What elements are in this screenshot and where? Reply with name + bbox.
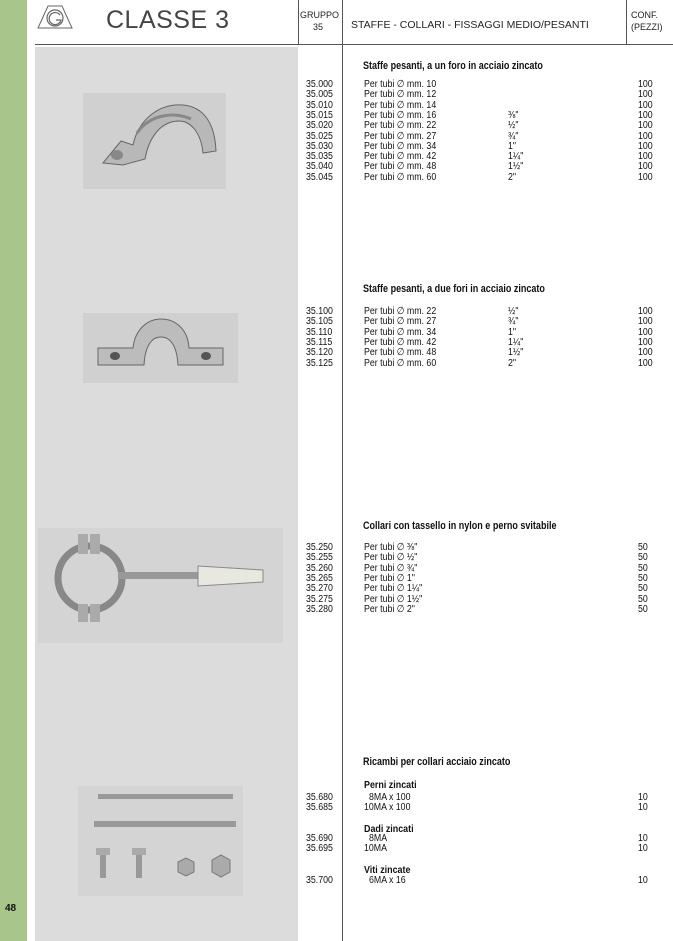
item-quantity: 10 <box>638 843 648 855</box>
item-description: Per tubi ∅ mm. 22 <box>364 120 437 132</box>
item-description: Per tubi ∅ 1½" <box>364 593 423 605</box>
group-subtitle: Viti zincate <box>364 864 411 876</box>
item-quantity: 100 <box>638 89 653 101</box>
item-description: Per tubi ∅ mm. 48 <box>364 347 437 359</box>
conf-label: CONF. <box>631 10 658 20</box>
item-size: 1" <box>508 326 517 338</box>
table-row <box>0 803 673 813</box>
item-size: ½" <box>508 306 519 317</box>
table-row <box>0 564 673 574</box>
item-quantity: 100 <box>638 140 653 152</box>
item-code: 35.000 <box>306 79 333 90</box>
item-size: 1" <box>508 140 517 152</box>
item-description: Per tubi ∅ 1¼" <box>364 583 423 595</box>
item-description: Per tubi ∅ mm. 60 <box>364 171 437 183</box>
table-row <box>0 553 673 563</box>
table-row <box>0 328 673 338</box>
group-subtitle: Perni zincati <box>364 779 417 791</box>
table-row <box>0 876 673 886</box>
class-title: CLASSE 3 <box>106 6 230 34</box>
item-size: ⅜" <box>508 109 519 121</box>
table-row <box>0 584 673 594</box>
item-description: Per tubi ∅ mm. 22 <box>364 306 437 317</box>
table-row <box>0 348 673 358</box>
item-quantity: 10 <box>638 792 648 803</box>
item-code: 35.100 <box>306 306 333 317</box>
item-quantity: 100 <box>638 171 653 183</box>
header-gruppo-divider <box>298 0 299 45</box>
item-code: 35.125 <box>306 357 333 369</box>
item-description: Per tubi ∅ mm. 34 <box>364 140 437 152</box>
header-divider <box>35 44 673 45</box>
item-quantity: 100 <box>638 316 653 328</box>
item-quantity: 100 <box>638 326 653 338</box>
item-description: Per tubi ∅ mm. 60 <box>364 357 437 369</box>
item-code: 35.250 <box>306 542 333 553</box>
item-quantity: 100 <box>638 79 653 90</box>
item-code: 35.265 <box>306 572 333 584</box>
item-quantity: 50 <box>638 552 648 564</box>
table-row <box>0 90 673 100</box>
item-code: 35.105 <box>306 316 333 328</box>
item-size: ½" <box>508 120 519 132</box>
item-description: Per tubi ∅ mm. 12 <box>364 89 437 101</box>
item-code: 35.700 <box>306 875 333 886</box>
item-description: 6MA x 16 <box>369 875 406 886</box>
page-title: STAFFE - COLLARI - FISSAGGI MEDIO/PESANTI <box>351 19 589 31</box>
item-description: Per tubi ∅ mm. 48 <box>364 161 437 173</box>
item-description: Per tubi ∅ 2" <box>364 603 415 615</box>
table-row <box>0 844 673 854</box>
group-subtitle: Dadi zincati <box>364 823 414 835</box>
company-logo-icon <box>36 4 74 30</box>
section-title: Collari con tassello in nylon e perno svitabile <box>363 520 557 532</box>
item-quantity: 100 <box>638 130 653 142</box>
table-row <box>0 101 673 111</box>
item-description: Per tubi ∅ mm. 42 <box>364 151 437 163</box>
item-quantity: 50 <box>638 572 648 584</box>
item-code: 35.030 <box>306 140 333 152</box>
table-row <box>0 142 673 152</box>
item-size: 2" <box>508 357 517 369</box>
item-quantity: 100 <box>638 161 653 173</box>
item-description: 8MA <box>369 833 388 844</box>
item-size: 1½" <box>508 347 524 359</box>
pezzi-label: (PEZZI) <box>631 22 663 32</box>
item-size: 1¼" <box>508 151 524 163</box>
table-row <box>0 162 673 172</box>
item-code: 35.015 <box>306 109 333 121</box>
table-row <box>0 605 673 615</box>
item-quantity: 100 <box>638 357 653 369</box>
item-quantity: 100 <box>638 99 653 111</box>
item-description: Per tubi ∅ ½" <box>364 552 418 564</box>
item-description: 10MA <box>364 843 387 855</box>
item-code: 35.270 <box>306 583 333 595</box>
item-code: 35.260 <box>306 562 333 574</box>
table-row <box>0 834 673 844</box>
item-description: Per tubi ∅ mm. 16 <box>364 109 437 121</box>
table-row <box>0 543 673 553</box>
item-code: 35.020 <box>306 120 333 132</box>
item-description: Per tubi ∅ mm. 27 <box>364 130 437 142</box>
section-title: Staffe pesanti, a un foro in acciaio zincato <box>363 60 543 72</box>
table-row <box>0 152 673 162</box>
table-row <box>0 793 673 803</box>
item-description: Per tubi ∅ 1" <box>364 572 415 584</box>
table-row <box>0 132 673 142</box>
item-quantity: 50 <box>638 562 648 574</box>
item-quantity: 100 <box>638 151 653 163</box>
item-code: 35.690 <box>306 833 333 844</box>
item-code: 35.120 <box>306 347 333 359</box>
item-quantity: 10 <box>638 833 648 844</box>
item-size: ¾" <box>508 316 519 328</box>
gruppo-number: 35 <box>313 22 324 32</box>
item-quantity: 50 <box>638 542 648 553</box>
item-code: 35.280 <box>306 603 333 615</box>
item-code: 35.005 <box>306 89 333 101</box>
item-quantity: 100 <box>638 336 653 348</box>
item-code: 35.115 <box>306 336 333 348</box>
item-code: 35.110 <box>306 326 333 338</box>
item-description: Per tubi ∅ mm. 27 <box>364 316 437 328</box>
section-title: Ricambi per collari acciaio zincato <box>363 756 511 768</box>
item-size: 1½" <box>508 161 524 173</box>
item-quantity: 10 <box>638 802 648 814</box>
gruppo-label: GRUPPO <box>300 10 340 20</box>
item-quantity: 50 <box>638 583 648 595</box>
table-row <box>0 111 673 121</box>
item-description: Per tubi ∅ mm. 34 <box>364 326 437 338</box>
item-description: Per tubi ∅ mm. 42 <box>364 336 437 348</box>
table-row <box>0 80 673 90</box>
page-number: 48 <box>5 903 17 914</box>
item-code: 35.025 <box>306 130 333 142</box>
item-description: 8MA x 100 <box>369 792 411 803</box>
table-row <box>0 595 673 605</box>
item-description: Per tubi ∅ mm. 10 <box>364 79 437 90</box>
item-size: 1¼" <box>508 336 524 348</box>
item-quantity: 100 <box>638 347 653 359</box>
table-row <box>0 173 673 183</box>
item-quantity: 50 <box>638 593 648 605</box>
item-quantity: 50 <box>638 603 648 615</box>
item-code: 35.275 <box>306 593 333 605</box>
item-quantity: 10 <box>638 875 648 886</box>
item-code: 35.685 <box>306 802 333 814</box>
item-size: 2" <box>508 171 517 183</box>
table-row <box>0 307 673 317</box>
table-row <box>0 359 673 369</box>
item-code: 35.035 <box>306 151 333 163</box>
item-quantity: 100 <box>638 120 653 132</box>
item-code: 35.045 <box>306 171 333 183</box>
item-code: 35.040 <box>306 161 333 173</box>
table-row <box>0 121 673 131</box>
item-description: 10MA x 100 <box>364 802 411 814</box>
conf-column-divider <box>626 0 627 45</box>
item-quantity: 100 <box>638 109 653 121</box>
table-row <box>0 317 673 327</box>
item-description: Per tubi ∅ ¾" <box>364 562 418 574</box>
section-title: Staffe pesanti, a due fori in acciaio zincato <box>363 283 545 295</box>
item-code: 35.680 <box>306 792 333 803</box>
item-code: 35.255 <box>306 552 333 564</box>
item-description: Per tubi ∅ mm. 14 <box>364 99 437 111</box>
item-code: 35.010 <box>306 99 333 111</box>
table-row <box>0 338 673 348</box>
table-row <box>0 574 673 584</box>
item-quantity: 100 <box>638 306 653 317</box>
item-size: ¾" <box>508 130 519 142</box>
item-code: 35.695 <box>306 843 333 855</box>
item-description: Per tubi ∅ ⅜" <box>364 542 418 553</box>
